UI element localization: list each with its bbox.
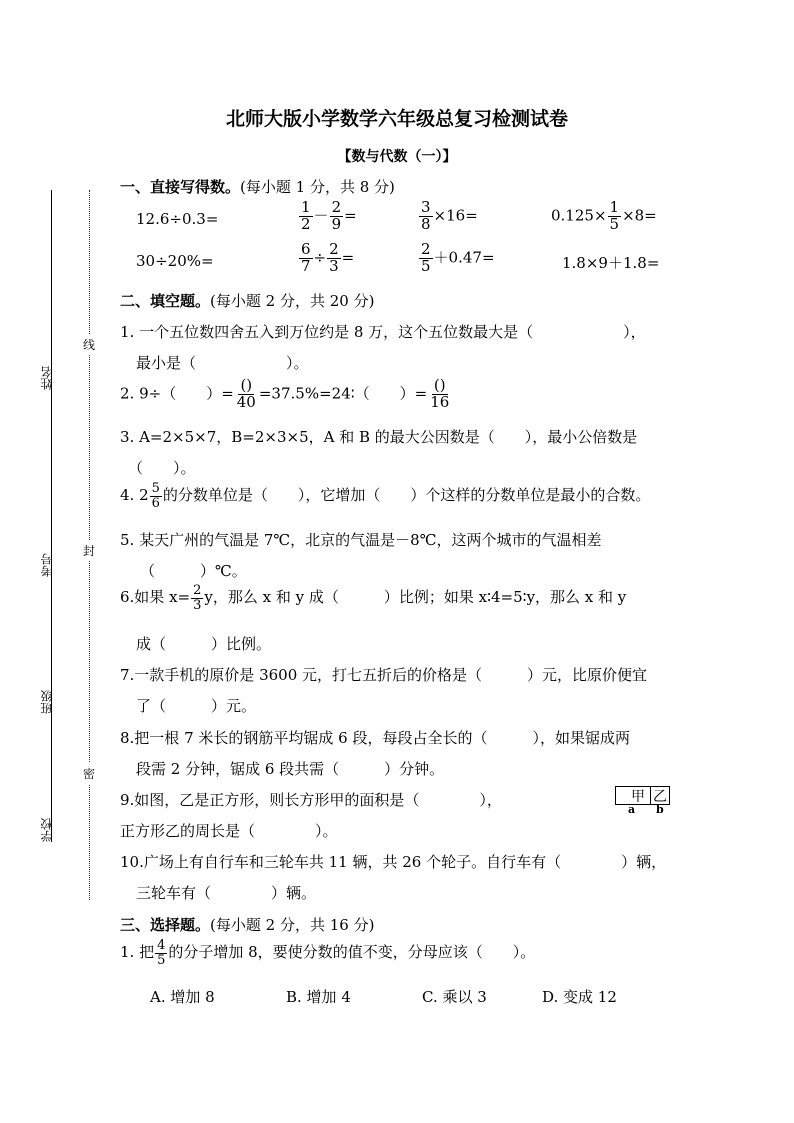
- fill-q8-line1: 8.把一根 7 米长的钢筋平均锯成 6 段，每段占全长的（ ），如果锯成两: [120, 729, 630, 747]
- calc-item-3: $\frac{3}{8}$ ×16=: [421, 198, 478, 233]
- calc-item-8: 1.8×9＋1.8=: [562, 254, 660, 272]
- calc-item-1: 12.6÷0.3=: [136, 210, 219, 228]
- choice-option-b: B. 增加 4: [286, 988, 351, 1006]
- seal-char-xian: 线: [83, 334, 95, 355]
- fill-q3-line1: 3. A=2×5×7，B=2×3×5，A 和 B 的最大公因数是（ ），最小公倍数是: [120, 428, 638, 446]
- calc-item-4: 0.125× $\frac{1}{5}$ ×8=: [551, 198, 657, 233]
- fill-q5-line2: （ ）℃。: [140, 562, 247, 580]
- calc-item-2: $\frac{1}{2}$ － $\frac{2}{9}$ =: [301, 198, 357, 233]
- fill-q8-line2: 段需 2 分钟，锯成 6 段共需（ ）分钟。: [136, 760, 445, 778]
- section-3-heading: 三、选择题。(每小题 2 分，共 16 分): [120, 916, 375, 934]
- label-exam-number: 考号: [40, 553, 54, 577]
- fill-q9-line1: 9.如图，乙是正方形，则长方形甲的面积是（ ），: [120, 791, 502, 809]
- seal-char-feng: 封: [83, 540, 95, 561]
- figure-label-jia: 甲: [631, 789, 645, 805]
- fill-q9-line2: 正方形乙的周长是（ ）。: [120, 822, 338, 840]
- seal-char-mi: 密: [83, 763, 95, 784]
- fill-q6-line2: 成（ ）比例。: [136, 635, 272, 653]
- section-2-heading: 二、填空题。(每小题 2 分，共 20 分): [120, 292, 375, 310]
- page-title: 北师大版小学数学六年级总复习检测试卷: [225, 108, 568, 130]
- fill-q1-line1: 1. 一个五位数四舍五入到万位约是 8 万，这个五位数最大是（ ），: [120, 323, 646, 341]
- figure-label-a: a: [628, 803, 636, 816]
- page-subtitle: 【数与代数（一）】: [337, 149, 457, 165]
- figure-label-yi: 乙: [653, 789, 667, 805]
- fill-q2: 2. 9÷（ ）= $\frac{()}{40}$ =37.5%=24∶（ ）= $\frac{()}{16}$: [120, 376, 450, 411]
- fill-q7-line1: 7.一款手机的原价是 3600 元，打七五折后的价格是（ ）元，比原价便宜: [120, 666, 648, 684]
- figure-divider: [650, 786, 651, 805]
- fill-q10-line1: 10.广场上有自行车和三轮车共 11 辆，共 26 个轮子。自行车有（ ）辆，: [120, 853, 667, 871]
- choice-option-d: D. 变成 12: [542, 988, 617, 1006]
- label-name: 姓名: [40, 366, 54, 390]
- fill-q6-line1: 6.如果 x= $\frac{2}{3}$ y，那么 x 和 y 成（ ）比例；如果 x∶4=5∶y，那么 x 和 y: [120, 583, 627, 613]
- fill-q4: 4. 2 $\frac{5}{6}$ 的分数单位是（ ），它增加（ ）个这样的分数单位是最小的合数。: [120, 481, 651, 511]
- section-1-heading: 一、直接写得数。(每小题 1 分，共 8 分): [120, 178, 395, 196]
- figure-label-b: b: [656, 803, 664, 816]
- binding-solid-line: [51, 190, 52, 842]
- label-school: 学校: [40, 818, 54, 842]
- fill-q3-line2: （ ）。: [128, 459, 196, 477]
- calc-item-6: $\frac{6}{7}$ ÷ $\frac{2}{3}$ =: [301, 240, 355, 275]
- choice-option-c: C. 乘以 3: [422, 988, 487, 1006]
- fill-q5-line1: 5. 某天广州的气温是 7℃，北京的气温是－8℃，这两个城市的气温相差: [120, 531, 602, 549]
- fill-q10-line2: 三轮车有（ ）辆。: [136, 884, 317, 902]
- fill-q1-line2: 最小是（ ）。: [136, 354, 309, 372]
- fill-q7-line2: 了（ ）元。: [136, 697, 257, 715]
- calc-item-5: 30÷20%=: [136, 252, 214, 270]
- choice-q1: 1. 把 $\frac{4}{5}$ 的分子增加 8，要使分数的值不变，分母应该（ ）。: [120, 938, 536, 968]
- calc-item-7: $\frac{2}{5}$ ＋0.47=: [421, 240, 495, 275]
- choice-option-a: A. 增加 8: [150, 988, 215, 1006]
- label-class: 班级: [40, 690, 54, 714]
